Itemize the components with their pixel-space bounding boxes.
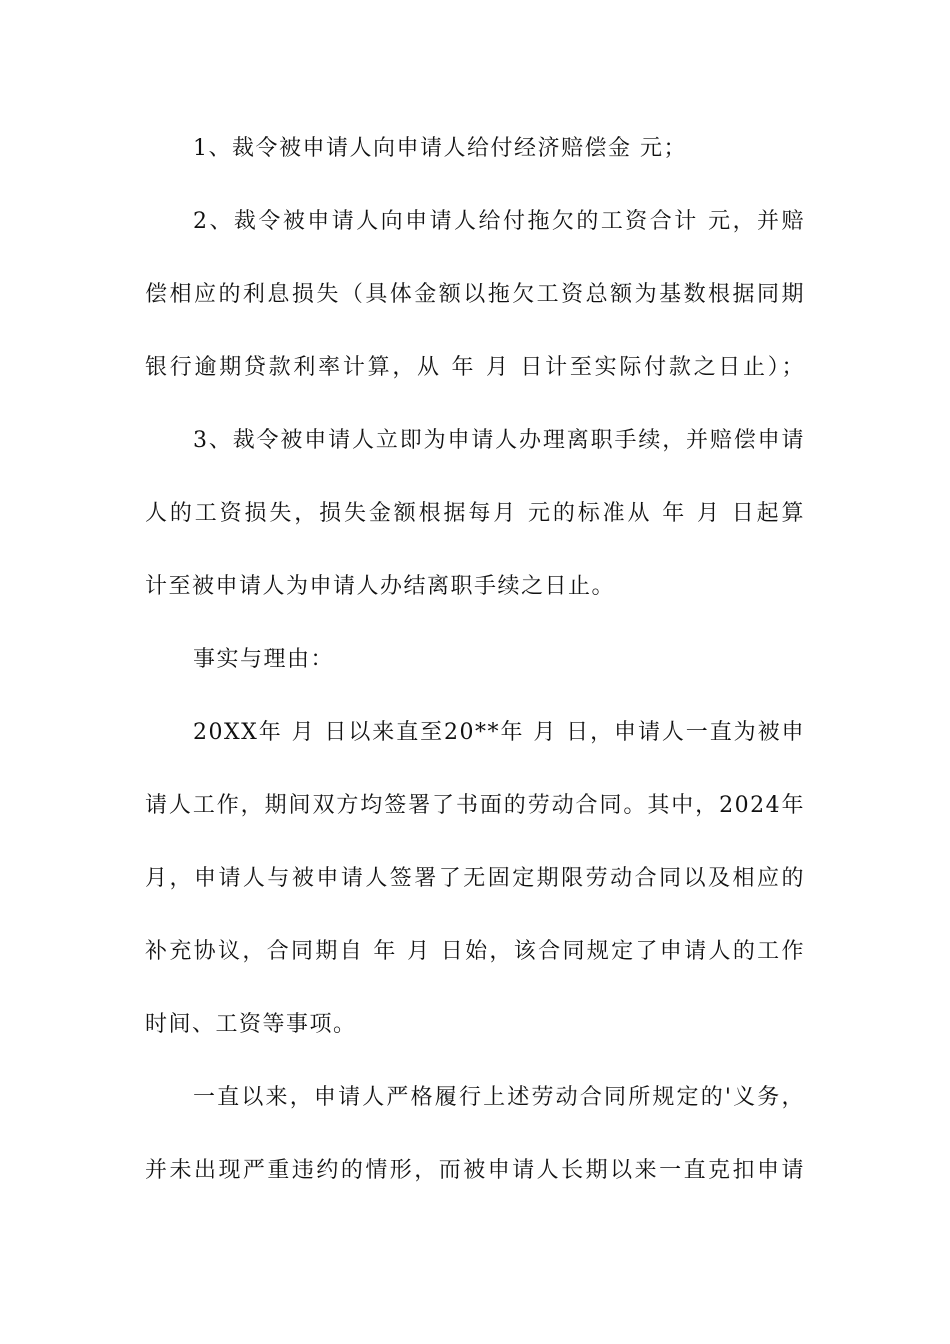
claim-2-line-1: 2、裁令被申请人向申请人给付拖欠的工资合计 元，并赔 (193, 209, 805, 234)
claim-3-line-3: 计至被申请人为申请人办结离职手续之日止。 (145, 574, 616, 599)
facts-para-1-line-5: 时间、工资等事项。 (145, 1012, 357, 1037)
claim-3-line-2: 人的工资损失，损失金额根据每月 元的标准从 年 月 日起算 (145, 501, 805, 526)
facts-para-1-line-2: 请人工作，期间双方均签署了书面的劳动合同。其中，2024年 (145, 793, 805, 818)
facts-para-2-line-2: 并未出现严重违约的情形，而被申请人长期以来一直克扣申请 (145, 1158, 805, 1183)
facts-heading: 事实与理由： (193, 647, 335, 672)
claim-3-line-1: 3、裁令被申请人立即为申请人办理离职手续，并赔偿申请 (193, 428, 805, 453)
facts-para-1-line-3: 月，申请人与被申请人签署了无固定期限劳动合同以及相应的 (145, 866, 805, 891)
facts-para-2-line-1: 一直以来，申请人严格履行上述劳动合同所规定的'义务， (193, 1085, 805, 1110)
claim-2-line-2: 偿相应的利息损失（具体金额以拖欠工资总额为基数根据同期 (145, 282, 805, 307)
claim-1-line: 1、裁令被申请人向申请人给付经济赔偿金 元； (193, 136, 687, 161)
claim-2-line-3: 银行逾期贷款利率计算，从 年 月 日计至实际付款之日止）； (145, 355, 805, 380)
facts-para-1-line-4: 补充协议，合同期自 年 月 日始，该合同规定了申请人的工作 (145, 939, 805, 964)
document-body (145, 122, 805, 1217)
facts-para-1-line-1: 20XX年 月 日以来直至20**年 月 日，申请人一直为被申 (193, 720, 805, 745)
